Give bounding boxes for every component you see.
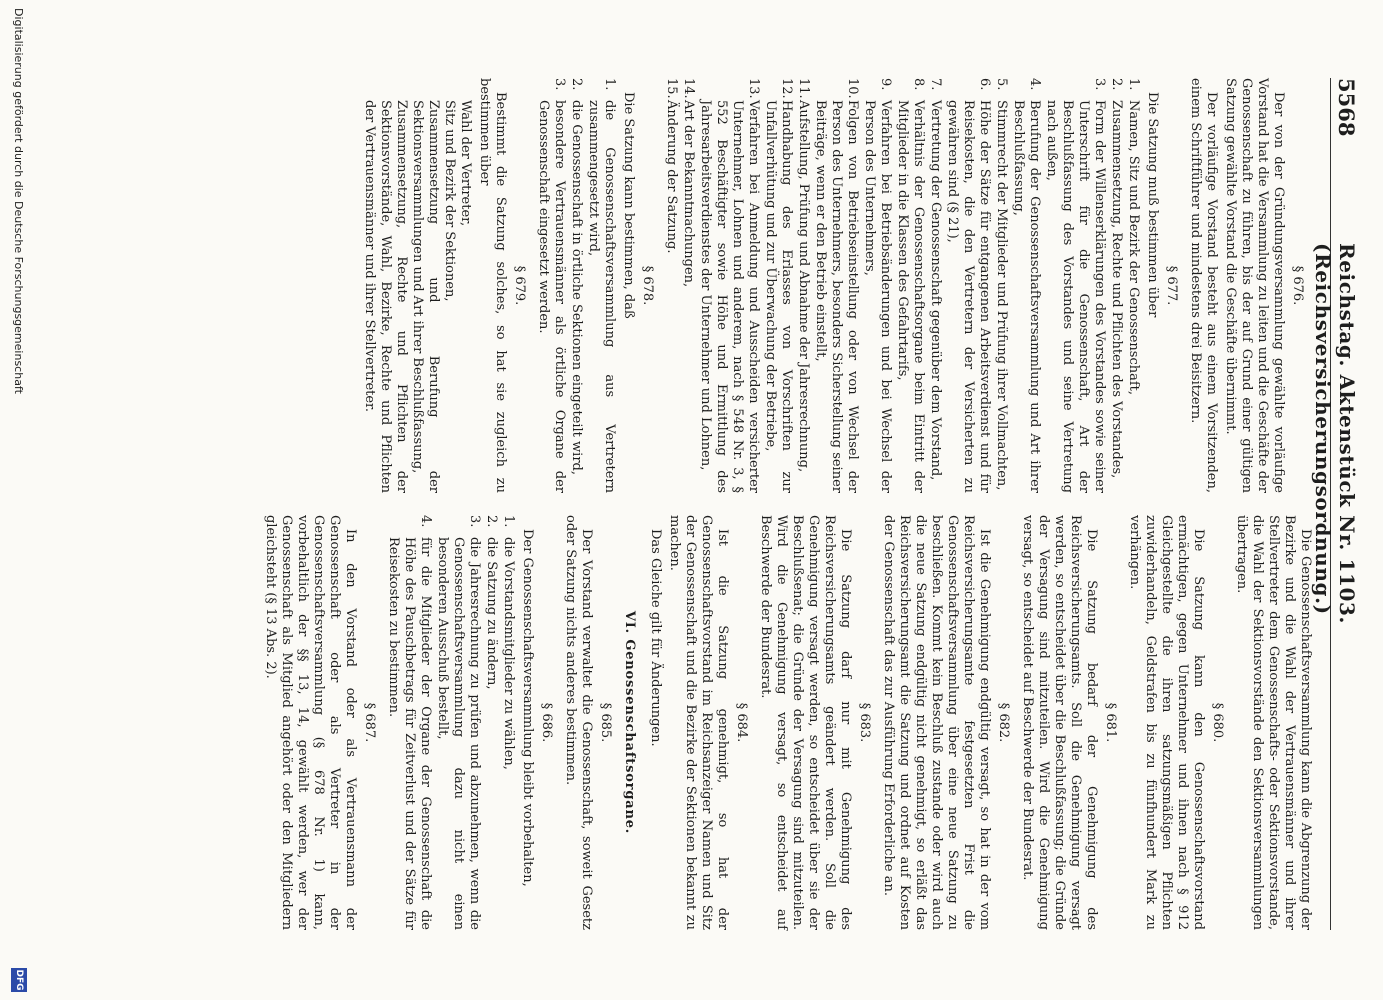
list-item <box>993 78 1009 493</box>
item-text: Berufung der Genossenschaftsversammlung und Art ihrer Beschlußfassung, <box>1011 100 1042 493</box>
item-text: die Genossenschaftsversammlung aus Vertretern zusammengesetzt wird, <box>586 100 617 493</box>
indented-line: Zusammensetzung und Berufung der Sektionsversammlungen und Art ihrer Beschlußfassung, <box>410 100 441 493</box>
item-number: 14. <box>681 78 696 99</box>
list-item <box>1125 78 1141 493</box>
section-number: § 684. <box>734 702 749 743</box>
paragraph: Bestimmt die Satzung solches, so hat sie zugleich zu bestimmen über <box>477 78 508 493</box>
list-item <box>944 78 992 493</box>
item-text: die Vorstandsmitglieder zu wählen, <box>501 537 516 770</box>
list-item <box>1043 78 1107 493</box>
item-number: 11. <box>796 78 811 99</box>
list-item <box>483 515 499 930</box>
section-number: § 677. <box>1164 265 1179 306</box>
page-footer <box>3 0 31 1000</box>
list-item <box>894 78 926 493</box>
chapter-heading: VI. Genossenschaftsorgane. <box>622 610 637 835</box>
item-text: Höhe der Sätze für entgangenen Arbeitsverdienst und für Reisekosten, die den Vertretern der Versicherten zu gewähren sind (§ 21), <box>945 100 992 493</box>
item-number: 1. <box>501 515 516 528</box>
paragraph: Der Vorstand verwaltet die Genossenschaft, soweit Gesetz oder Satzung nichts anderes bestimmen. <box>563 515 594 930</box>
page-title: Reichstag. Aktenstück Nr. 1103. (Reichsversicherungsordnung.) <box>1311 243 1359 625</box>
indented-line: Sitz und Bezirk der Sektionen, <box>442 100 457 302</box>
section-number: § 676. <box>1290 265 1305 306</box>
list-item <box>697 78 761 493</box>
section-number: § 679. <box>512 265 527 306</box>
item-number: 13. <box>746 78 761 99</box>
section-number: § 678. <box>640 265 655 306</box>
item-text: Namen, Sitz und Bezirk der Genossenschaft, <box>1126 100 1141 396</box>
item-text: für die Mitglieder der Organe der Genossenschaft die Höhe des Pauschbetrags für Zeitverlust und der Sätze für Reisekosten zu bestimmen. <box>386 537 433 930</box>
item-text: Änderung der Satzung. <box>664 100 679 254</box>
item-number: 5. <box>994 78 1009 91</box>
list-item <box>385 515 433 930</box>
item-text: Verfahren bei Anmeldung und Ausscheiden versicherter Unternehmer, Lohnen und anderem, nach § 548 Nr. 3, § 552 Beschäftigter sowie Höhe und Ermittlung des Jahresarbeitsverdienstes der Unternehmer und Lohnen, <box>698 100 761 493</box>
list-item <box>434 515 482 930</box>
item-text: Verfahren bei Betriebsänderungen und bei Wechsel der Person des Unternehmers, <box>862 100 893 493</box>
paragraph: Die Satzung darf nur mit Genehmigung des Reichsversicherungsamts geändert werden. Soll die Genehmigung versagt werden, so entscheidet über sie der Beschlußsenat; die Gründe der Versagung sind mitzuteilen. Wird die Genehmigung versagt, so entscheidet auf Beschwerde der Bundesrat. <box>758 515 853 930</box>
section-number: § 685. <box>598 702 613 743</box>
item-text: Verhältnis der Genossenschaftsorgane beim Eintritt der Mitglieder in die Klassen des Gefahrtarifs, <box>895 100 926 493</box>
indented-list <box>361 78 473 493</box>
section-number: § 680. <box>1210 702 1225 743</box>
paragraph: Die Satzung muß bestimmen über <box>1145 92 1160 318</box>
item-number: 1. <box>1126 78 1141 91</box>
paragraph: In den Vorstand oder als Vertrauensmann der Genossenschaft oder als Vertreter in der Genossenschaftsversammlung (§ 678 Nr. 1) kann, vorbehaltlich der §§ 13, 14, gewählt werden, wer der Genossenschaft als Mitglied angehört oder den Mitgliedern gleichsteht (§ 13 Abs. 2). <box>263 515 358 930</box>
item-text: die Jahresrechnung zu prüfen und abzunehmen, wenn die Genossenschaftsversammlung dazu nicht einen besonderen Ausschuß bestellt, <box>435 537 482 930</box>
item-number: 3. <box>552 78 567 91</box>
list-item <box>927 78 943 493</box>
paragraph: Die Satzung kann bestimmen, daß <box>621 92 636 319</box>
item-number: 8. <box>911 78 926 91</box>
list-item <box>1108 78 1124 493</box>
paragraph: Ist die Satzung genehmigt, so hat der Genossenschaftsvorstand im Reichsanzeiger Namen und Sitz der Genossenschaft und die Bezirke der Sektionen bekannt zu machen. <box>667 515 730 930</box>
list-item <box>762 78 794 493</box>
item-number: 15. <box>664 78 679 99</box>
digitization-credit: Digitalisierung gefördert durch die Deutsche Forschungsgemeinschaft <box>12 8 25 394</box>
item-number: 9. <box>878 78 893 91</box>
paragraph: Die Satzung bedarf der Genehmigung des Reichsversicherungsamts. Soll die Genehmigung versagt werden, so entscheidet über die Beschlußfassung; die Gründe der Versagung sind mitzuteilen. Wird die Genehmigung versagt, so entscheidet auf Beschwerde der Bundesrat. <box>1020 515 1099 930</box>
item-number: 2. <box>1109 78 1124 91</box>
item-number: 4. <box>1027 78 1042 91</box>
page-header <box>1311 78 1361 930</box>
item-text: Art der Bekanntmachungen, <box>681 100 696 288</box>
section-number: § 682. <box>996 702 1011 743</box>
item-text: Form der Willenserklärungen des Vorstandes sowie seiner Unterschrift für die Genossenschaft, Art der Beschlußfassung des Vorstandes und seine Vertretung nach außen, <box>1044 100 1107 493</box>
item-text: Zusammensetzung, Rechte und Pflichten des Vorstandes, <box>1109 100 1124 479</box>
list-item <box>680 78 696 493</box>
section-number: § 683. <box>857 702 872 743</box>
item-number: 1. <box>602 78 617 91</box>
paragraph: Die Genossenschaftsversammlung kann die Abgrenzung der Bezirke und die Wahl der Vertrauensmänner und ihrer Stellvertreter dem Genossenschafts- oder Sektionsvorstande, die Wahl der Sektionsvorstände den Sektionsversammlungen übertragen. <box>1234 515 1313 930</box>
section-number: § 687. <box>362 702 377 743</box>
item-number: 7. <box>928 78 943 91</box>
list-item <box>663 78 679 493</box>
list-item <box>568 78 584 493</box>
paragraph: Ist die Genehmigung endgültig versagt, so hat in der vom Reichsversicherungsamte festgesetzten Frist die Genossenschaftsversammlung über eine neue Satzung zu beschließen. Kommt kein Beschluß zustande oder wird auch die neue Satzung endgültig nicht genehmigt, so erläßt das Reichsversicherungsamt die Satzung und ordnet auf Kosten der Genossenschaft das zur Ausführung Erforderliche an. <box>881 515 992 930</box>
item-number: 10. <box>845 78 860 99</box>
paragraph: Der vorläufige Vorstand besteht aus einem Vorsitzenden, einem Schriftführer und mindestens drei Beisitzern. <box>1188 78 1219 493</box>
item-text: Folgen von Betriebseinstellung oder von Wechsel der Person des Unternehmers, besonders Sicherstellung seiner Beiträge, wenn er den Betrieb einstellt, <box>813 100 860 493</box>
paragraph: Der Genossenschaftsversammlung bleibt vorbehalten, <box>520 529 535 887</box>
dfg-logo: DFG <box>11 968 27 992</box>
list-item <box>861 78 893 493</box>
paragraph: Das Gleiche gilt für Änderungen. <box>648 529 663 747</box>
item-text: die Satzung zu ändern, <box>484 537 499 690</box>
item-number: 3. <box>467 515 482 528</box>
indented-line: Wahl der Vertreter, <box>458 100 473 227</box>
list-item <box>535 78 567 493</box>
list-item <box>812 78 860 493</box>
paragraph: Die Satzung kann den Genossenschaftsvorstand ermächtigen, gegen Unternehmer und ihnen nach § 912 Gleichgestellte die ihren satzungsmäßigen Pflichten zuwiderhandeln, Geldstrafen bis zu fünfhundert Mark zu verhängen. <box>1127 515 1206 930</box>
list-item <box>795 78 811 493</box>
item-number: 4. <box>418 515 433 528</box>
item-number: 12. <box>779 78 794 99</box>
section-number: § 681. <box>1103 702 1118 743</box>
paragraph: Der von der Gründungsversammlung gewählte vorläufige Vorstand hat die Versammlung zu leiten und die Geschäfte der Genossenschaft zu führen, bis der auf Grund einer gültigen Satzung gewählte Vorstand die Geschäfte übernimmt. <box>1223 78 1286 493</box>
indented-line: Zusammensetzung, Rechte und Pflichten der Sektionsvorstände, Wahl, Bezirke, Rechte und Pflichten der Vertrauensmänner und ihrer Stellvertreter. <box>362 100 409 493</box>
left-column <box>359 78 1313 493</box>
item-text: Vertretung der Genossenschaft gegenüber dem Vorstand, <box>928 100 943 481</box>
section-number: § 686. <box>539 702 554 743</box>
item-number: 3. <box>1092 78 1107 91</box>
list-item <box>1010 78 1042 493</box>
item-text: Aufstellung, Prüfung und Abnahme der Jahresrechnung, <box>796 100 811 473</box>
right-column <box>259 515 1313 930</box>
list-item <box>585 78 617 493</box>
item-text: besondere Vertrauensmänner als örtliche Organe der Genossenschaft eingesetzt werden. <box>536 100 567 493</box>
item-number: 2. <box>569 78 584 91</box>
item-text: Stimmrecht der Mitglieder und Prüfung ihrer Vollmachten, <box>994 100 1009 491</box>
item-number: 6. <box>977 78 992 91</box>
item-number: 2. <box>484 515 499 528</box>
item-text: Handhabung des Erlasses von Vorschriften zur Unfallverhütung und zur Überwachung der Betriebe, <box>763 100 794 493</box>
list-item <box>500 515 516 930</box>
page-number: 5568 <box>1334 78 1359 137</box>
item-text: die Genossenschaft in örtliche Sektionen eingeteilt wird, <box>569 100 584 475</box>
